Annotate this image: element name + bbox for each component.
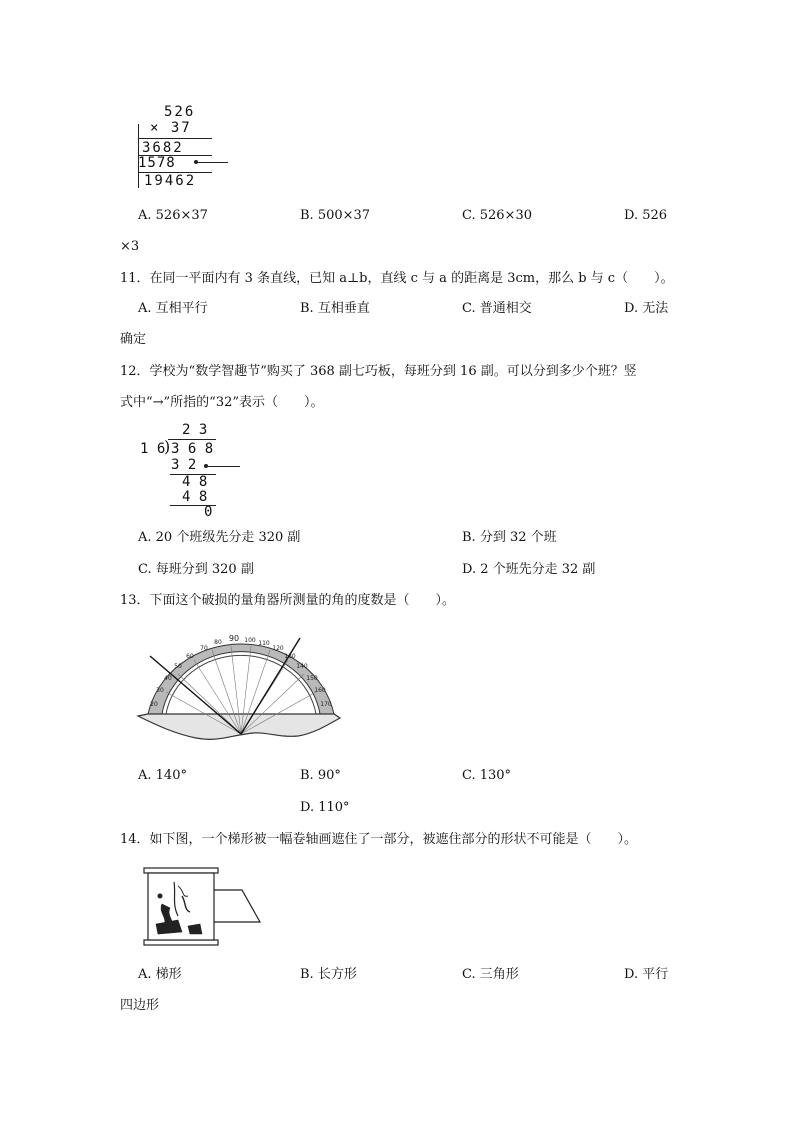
q12-stem-line1: 12．学校为“数学智趣节”购买了 368 副七巧板，每班分到 16 副。可以分到多少个班？竖: [120, 364, 637, 379]
q12-fig-bracket: ): [164, 437, 171, 456]
q13-stem: 13．下面这个破损的量角器所测量的角的度数是（ ）。: [120, 593, 456, 608]
q14-scroll-bottom-roller: [144, 940, 218, 945]
q13-mark-100: 100: [244, 637, 256, 644]
q12-option-a[interactable]: A. 20 个班级先分走 320 副: [138, 530, 301, 545]
q13-mark-160: 160: [314, 687, 326, 694]
q10-fig-arrow: [196, 162, 228, 163]
q13-mark-50: 50: [174, 663, 182, 670]
q13-mark-140: 140: [296, 663, 308, 670]
q12-option-c[interactable]: C. 每班分到 320 副: [138, 562, 254, 577]
q14-scroll-top-roller: [144, 868, 218, 873]
q12-fig-divisor: 1 6: [140, 441, 166, 457]
q10-fig-line2: × 37: [150, 120, 192, 136]
q10-multiplication-figure: [138, 104, 238, 194]
q11-option-b[interactable]: B. 互相垂直: [300, 301, 370, 316]
q12-fig-bar: [168, 439, 216, 440]
q14-option-d-cont: 四边形: [120, 998, 160, 1013]
q11-option-d-cont: 确定: [120, 332, 147, 347]
q13-mark-150: 150: [306, 675, 318, 682]
q12-fig-quotient: 2 3: [182, 422, 208, 438]
q13-mark-130: 130: [284, 653, 296, 660]
q12-stem-line2: 式中“→”所指的“32”表示（ ）。: [120, 395, 324, 410]
q13-option-c[interactable]: C. 130°: [462, 768, 512, 783]
q12-fig-remainder: 0: [204, 504, 213, 520]
q13-mark-30: 30: [156, 687, 164, 694]
q13-mark-110: 110: [258, 640, 270, 647]
q12-option-d[interactable]: D. 2 个班先分走 32 副: [462, 562, 596, 577]
q12-fig-step3: 4 8: [182, 489, 208, 505]
q14-scroll-figure: [142, 866, 264, 948]
q10-fig-dot: [194, 160, 198, 164]
q12-option-b[interactable]: B. 分到 32 个班: [462, 530, 557, 545]
q13-mark-60: 60: [186, 653, 194, 660]
q10-fig-line3: 3682: [142, 140, 184, 156]
q13-mark-80: 80: [214, 639, 222, 646]
q13-protractor-figure: [136, 622, 348, 746]
q12-fig-step2: 4 8: [182, 474, 208, 490]
q13-mark-20: 20: [150, 701, 158, 708]
q10-option-a[interactable]: A. 526×37: [138, 208, 208, 223]
q10-option-c[interactable]: C. 526×30: [462, 208, 532, 223]
q11-option-a[interactable]: A. 互相平行: [138, 301, 208, 316]
q14-stem: 14．如下图，一个梯形被一幅卷轴画遮住了一部分，被遮住部分的形状不可能是（ ）。: [120, 832, 638, 847]
q11-option-c[interactable]: C. 普通相交: [462, 301, 532, 316]
q13-option-a[interactable]: A. 140°: [138, 768, 187, 783]
q10-option-d-cont: ×3: [120, 239, 140, 254]
q13-option-d[interactable]: D. 110°: [300, 800, 350, 815]
q10-fig-rule1: [138, 138, 212, 139]
q14-option-a[interactable]: A. 梯形: [138, 967, 182, 982]
q11-stem: 11．在同一平面内有 3 条直线，已知 a⊥b，直线 c 与 a 的距离是 3cm，那么 b 与 c（ ）。: [120, 271, 674, 286]
q12-fig-step1: 3 2: [171, 457, 197, 473]
q12-division-figure: [140, 422, 250, 522]
q10-fig-line1: 526: [164, 104, 196, 120]
q13-mark-120: 120: [272, 645, 284, 652]
q14-option-d[interactable]: D. 平行: [624, 967, 669, 982]
q14-option-c[interactable]: C. 三角形: [462, 967, 519, 982]
q14-trapezoid-visible: [214, 890, 260, 922]
q10-fig-line5: 19462: [144, 173, 197, 189]
q10-fig-vline: [138, 124, 139, 188]
q10-option-b[interactable]: B. 500×37: [300, 208, 371, 223]
q13-mark-40: 40: [164, 675, 172, 682]
q10-option-d[interactable]: D. 526: [624, 208, 668, 223]
q13-option-b[interactable]: B. 90°: [300, 768, 341, 783]
q14-option-b[interactable]: B. 长方形: [300, 967, 357, 982]
q12-fig-dividend: 3 6 8: [171, 441, 214, 457]
q13-mark-170: 170: [320, 701, 332, 708]
q13-mark-90: 90: [228, 634, 240, 643]
q12-fig-arrow: [206, 466, 240, 467]
q13-mark-70: 70: [200, 645, 208, 652]
q10-fig-line4: 1578: [138, 155, 176, 171]
q11-option-d[interactable]: D. 无法: [624, 301, 669, 316]
